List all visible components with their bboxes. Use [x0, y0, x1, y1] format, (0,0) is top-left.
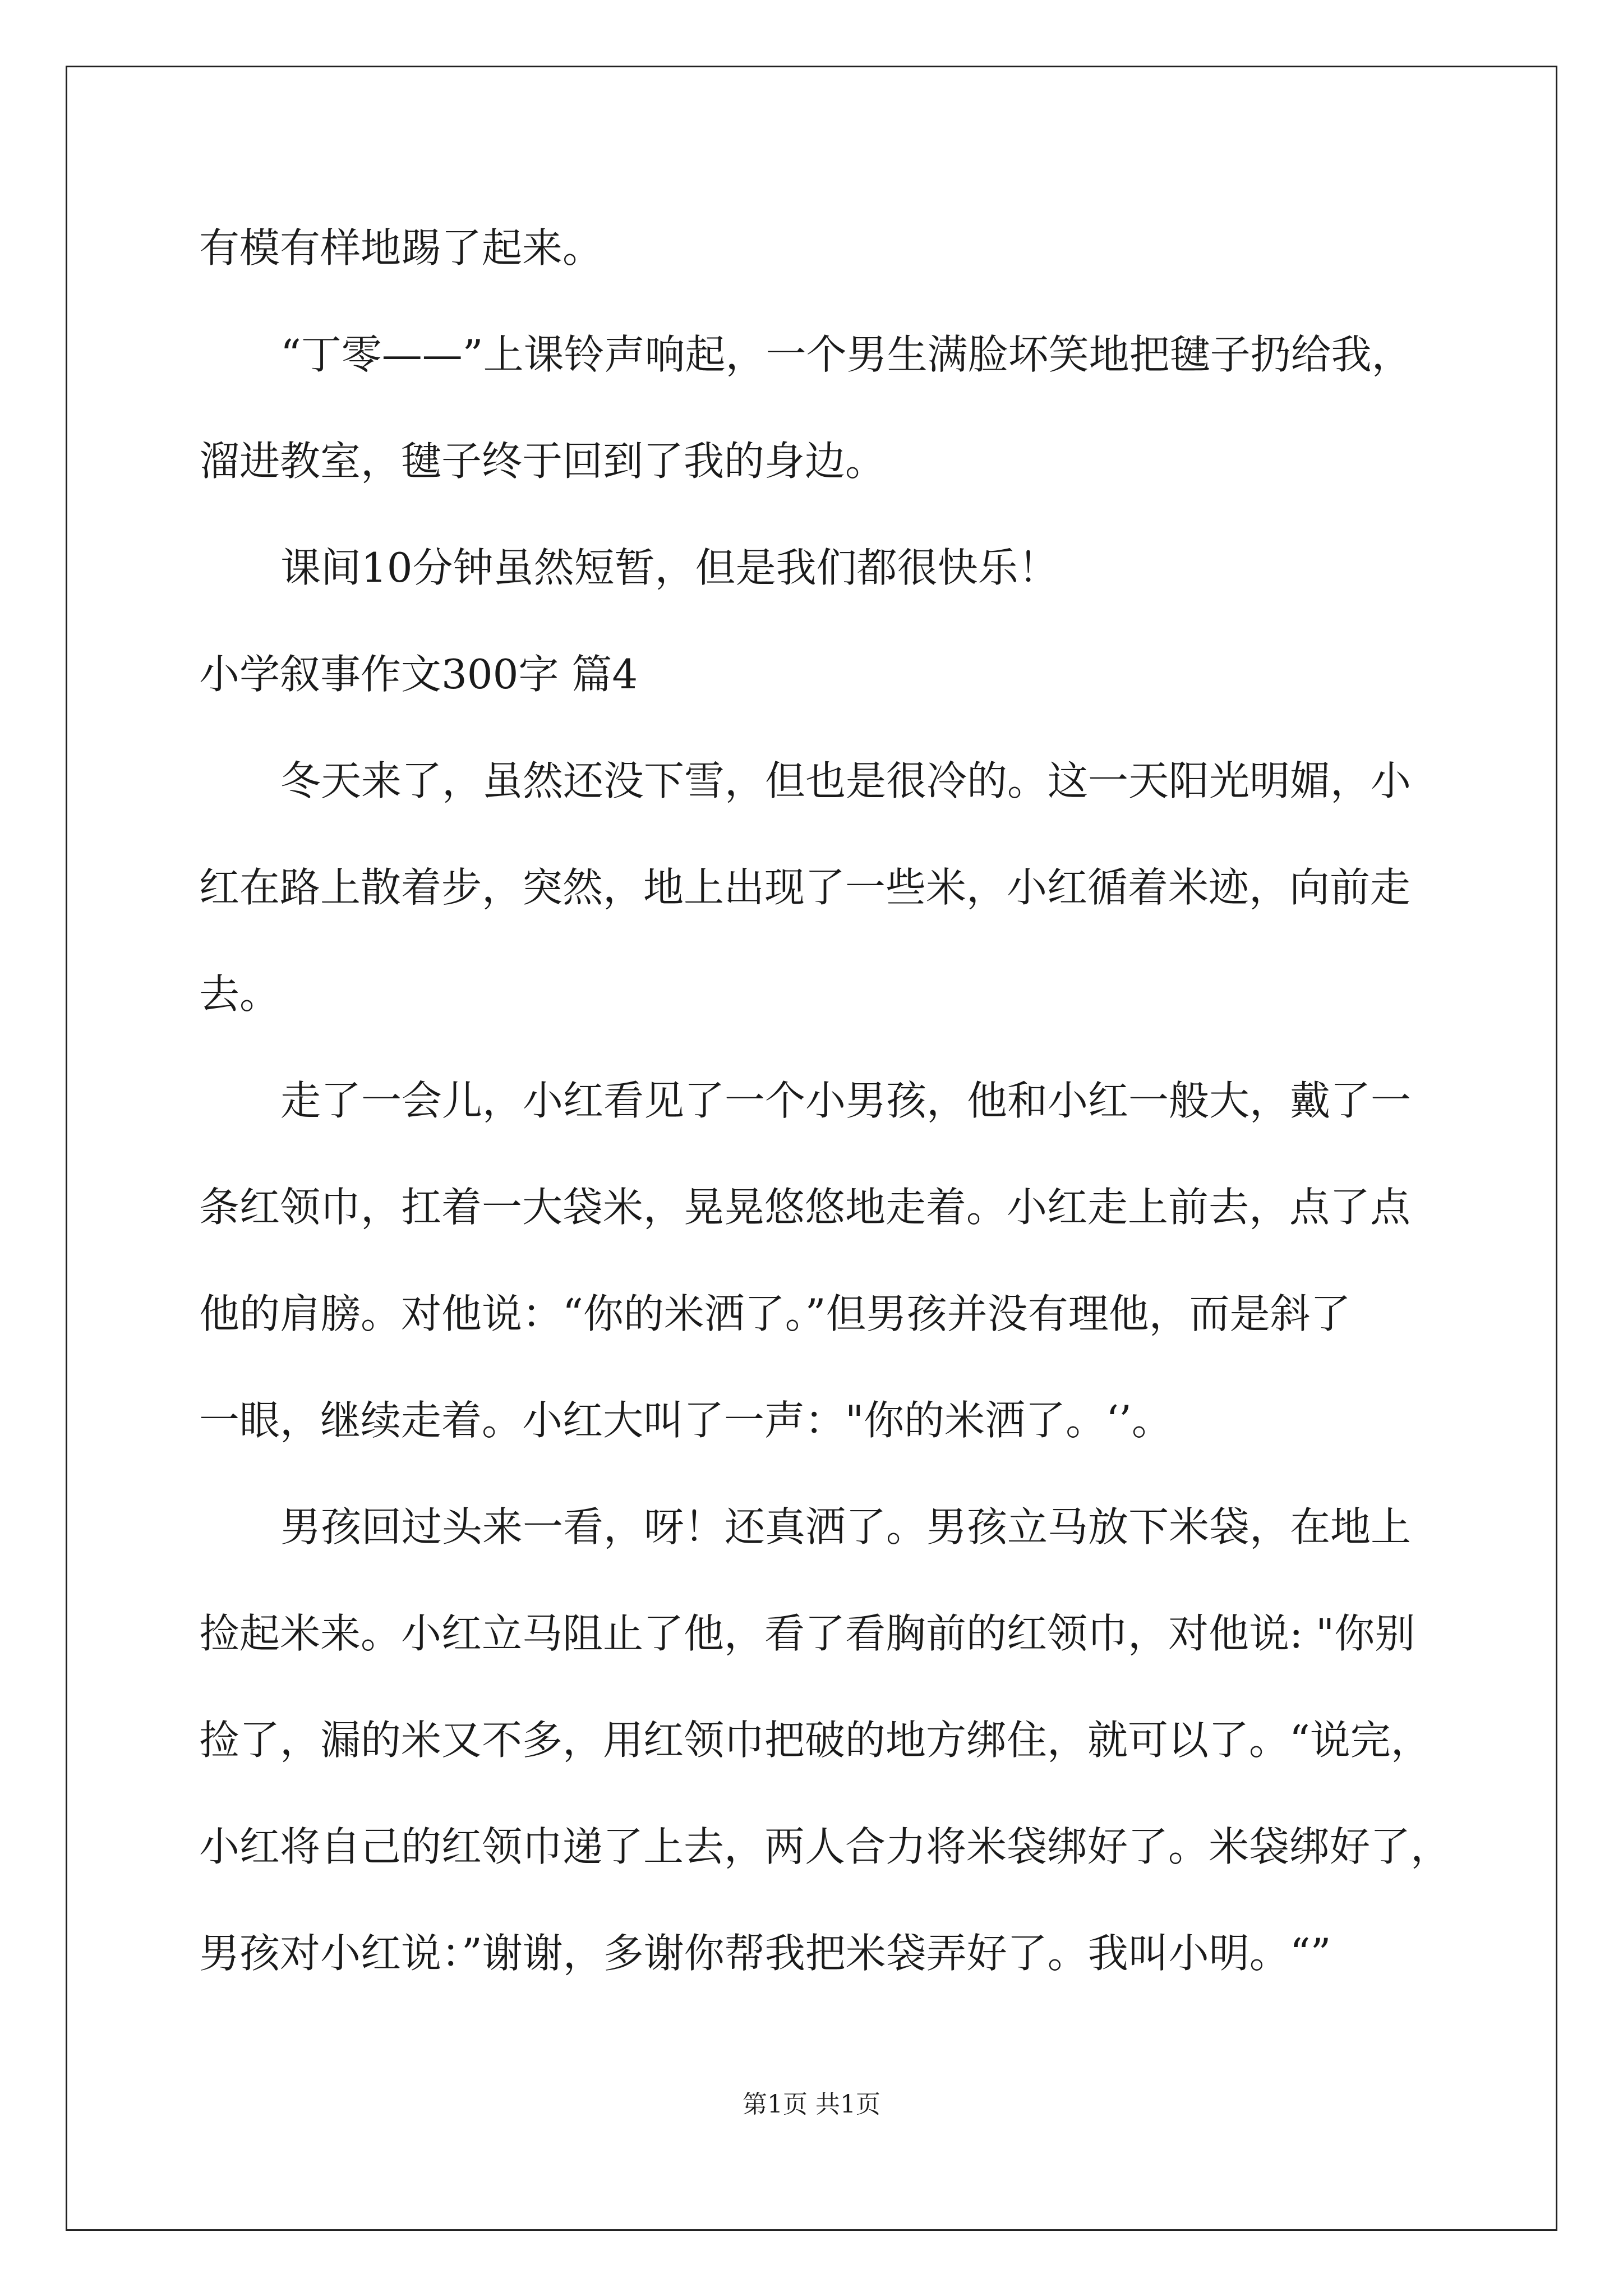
text-line: 男孩回过头来一看，呀！还真洒了。男孩立马放下米袋，在地上 [280, 1503, 1412, 1550]
text-line: 一眼，继续走着。小红大叫了一声："你的米洒了。‘’。 [199, 1397, 1172, 1444]
text-line: 男孩对小红说：”谢谢，多谢你帮我把米袋弄好了。我叫小明。“” [199, 1930, 1331, 1977]
text-line: “丁零——”上课铃声响起，一个男生满脸坏笑地把毽子扔给我， [280, 331, 1412, 378]
text-line: 小红将自己的红领巾递了上去，两人合力将米袋绑好了。米袋绑好了， [199, 1823, 1451, 1870]
text-line: 冬天来了，虽然还没下雪，但也是很冷的。这一天阳光明媚，小 [280, 757, 1412, 804]
section-heading: 小学叙事作文300字 篇4 [199, 651, 638, 698]
text-line: 红在路上散着步，突然，地上出现了一些米，小红循着米迹，向前走 [199, 864, 1411, 911]
text-line: 有模有样地踢了起来。 [199, 224, 603, 272]
text-line: 捡了，漏的米又不多，用红领巾把破的地方绑住，就可以了。“说完， [199, 1717, 1431, 1764]
text-line: 捡起米来。小红立马阻止了他，看了看胸前的红领巾，对他说: "你别 [199, 1610, 1415, 1657]
text-line: 他的肩膀。对他说：“你的米洒了。”但男孩并没有理他，而是斜了 [199, 1290, 1351, 1337]
text-line: 条红领巾，扛着一大袋米，晃晃悠悠地走着。小红走上前去，点了点 [199, 1184, 1411, 1231]
text-line: 课间10分钟虽然短暂，但是我们都很快乐！ [280, 544, 1059, 591]
page-border [66, 66, 1557, 2231]
page-number-footer: 第1页 共1页 [743, 2090, 880, 2119]
text-line: 走了一会儿，小红看见了一个小男孩，他和小红一般大，戴了一 [280, 1077, 1412, 1124]
text-line: 去。 [199, 970, 280, 1018]
text-line: 溜进教室，毽子终于回到了我的身边。 [199, 438, 886, 485]
